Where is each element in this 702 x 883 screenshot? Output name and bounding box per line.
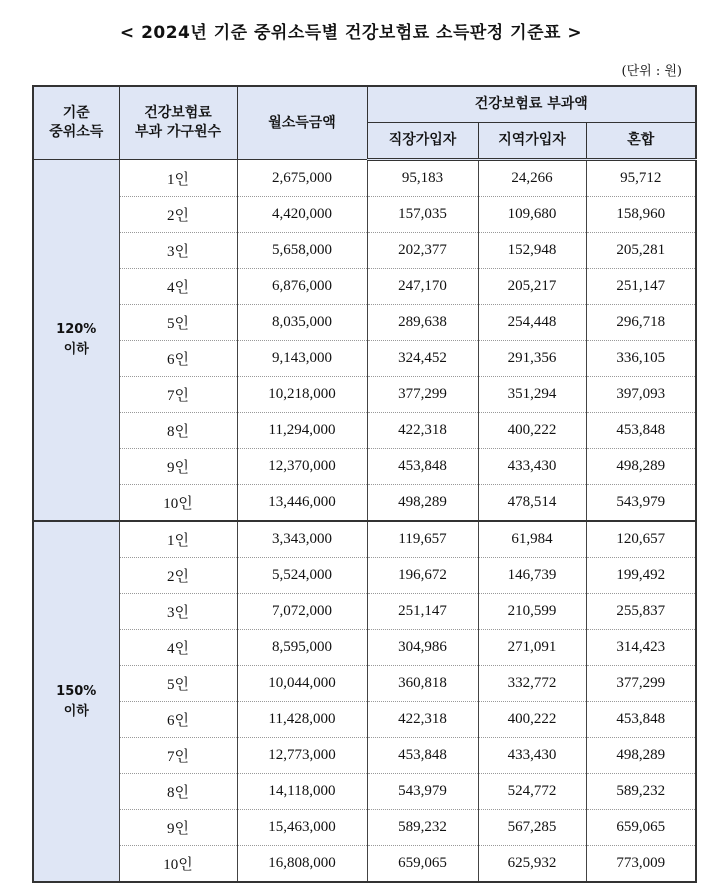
monthly-income: 8,595,000: [237, 630, 367, 666]
regional-premium: 524,772: [478, 774, 586, 810]
table-row: [33, 449, 696, 485]
mixed-premium: 453,848: [586, 413, 696, 449]
table-row: [33, 197, 696, 233]
header-household: 건강보험료 부과 가구원수: [119, 86, 237, 160]
monthly-income: 15,463,000: [237, 810, 367, 846]
employee-premium: 422,318: [367, 702, 478, 738]
monthly-income: 14,118,000: [237, 774, 367, 810]
mixed-premium: 498,289: [586, 449, 696, 485]
household-count: 10인: [119, 485, 237, 522]
header-mixed: 혼합: [586, 123, 696, 160]
table-row: [33, 160, 696, 197]
regional-premium: 625,932: [478, 846, 586, 883]
regional-premium: 152,948: [478, 233, 586, 269]
mixed-premium: 543,979: [586, 485, 696, 522]
mixed-premium: 314,423: [586, 630, 696, 666]
table-row: [33, 666, 696, 702]
table-row: [33, 269, 696, 305]
regional-premium: 24,266: [478, 160, 586, 197]
employee-premium: 157,035: [367, 197, 478, 233]
household-count: 2인: [119, 197, 237, 233]
mixed-premium: 498,289: [586, 738, 696, 774]
mixed-premium: 296,718: [586, 305, 696, 341]
household-count: 8인: [119, 413, 237, 449]
employee-premium: 324,452: [367, 341, 478, 377]
mixed-premium: 589,232: [586, 774, 696, 810]
table-row: [33, 846, 696, 883]
table-row: [33, 341, 696, 377]
regional-premium: 205,217: [478, 269, 586, 305]
monthly-income: 16,808,000: [237, 846, 367, 883]
header-regional: 지역가입자: [478, 123, 586, 160]
monthly-income: 13,446,000: [237, 485, 367, 522]
household-count: 6인: [119, 702, 237, 738]
mixed-premium: 205,281: [586, 233, 696, 269]
regional-premium: 351,294: [478, 377, 586, 413]
mixed-premium: 397,093: [586, 377, 696, 413]
regional-premium: 146,739: [478, 558, 586, 594]
monthly-income: 6,876,000: [237, 269, 367, 305]
mixed-premium: 120,657: [586, 521, 696, 558]
table-row: [33, 558, 696, 594]
monthly-income: 9,143,000: [237, 341, 367, 377]
header-monthly-income: 월소득금액: [237, 86, 367, 160]
monthly-income: 8,035,000: [237, 305, 367, 341]
household-count: 8인: [119, 774, 237, 810]
mixed-premium: 255,837: [586, 594, 696, 630]
table-row: [33, 521, 696, 558]
monthly-income: 4,420,000: [237, 197, 367, 233]
household-count: 4인: [119, 269, 237, 305]
table-row: [33, 485, 696, 522]
monthly-income: 10,218,000: [237, 377, 367, 413]
mixed-premium: 158,960: [586, 197, 696, 233]
mixed-premium: 659,065: [586, 810, 696, 846]
employee-premium: 251,147: [367, 594, 478, 630]
regional-premium: 567,285: [478, 810, 586, 846]
header-median-income: 기준 중위소득: [33, 86, 119, 160]
household-count: 9인: [119, 810, 237, 846]
regional-premium: 400,222: [478, 413, 586, 449]
household-count: 3인: [119, 233, 237, 269]
employee-premium: 453,848: [367, 449, 478, 485]
household-count: 4인: [119, 630, 237, 666]
household-count: 7인: [119, 377, 237, 413]
employee-premium: 659,065: [367, 846, 478, 883]
mixed-premium: 95,712: [586, 160, 696, 197]
mixed-premium: 199,492: [586, 558, 696, 594]
unit-label: (단위 : 원): [621, 64, 682, 79]
employee-premium: 289,638: [367, 305, 478, 341]
regional-premium: 271,091: [478, 630, 586, 666]
table-row: [33, 702, 696, 738]
household-count: 2인: [119, 558, 237, 594]
mixed-premium: 377,299: [586, 666, 696, 702]
group-label: 120% 이하: [33, 160, 119, 522]
employee-premium: 422,318: [367, 413, 478, 449]
employee-premium: 196,672: [367, 558, 478, 594]
household-count: 6인: [119, 341, 237, 377]
table-row: [33, 810, 696, 846]
table-row: [33, 233, 696, 269]
table-row: [33, 377, 696, 413]
regional-premium: 61,984: [478, 521, 586, 558]
table-row: [33, 305, 696, 341]
employee-premium: 453,848: [367, 738, 478, 774]
monthly-income: 3,343,000: [237, 521, 367, 558]
household-count: 5인: [119, 666, 237, 702]
regional-premium: 332,772: [478, 666, 586, 702]
monthly-income: 11,428,000: [237, 702, 367, 738]
monthly-income: 7,072,000: [237, 594, 367, 630]
household-count: 1인: [119, 160, 237, 197]
table-row: [33, 774, 696, 810]
employee-premium: 498,289: [367, 485, 478, 522]
table-row: [33, 413, 696, 449]
monthly-income: 11,294,000: [237, 413, 367, 449]
household-count: 7인: [119, 738, 237, 774]
employee-premium: 202,377: [367, 233, 478, 269]
household-count: 3인: [119, 594, 237, 630]
employee-premium: 95,183: [367, 160, 478, 197]
page-title: < 2024년 기준 중위소득별 건강보험료 소득판정 기준표 >: [119, 23, 583, 43]
employee-premium: 377,299: [367, 377, 478, 413]
monthly-income: 2,675,000: [237, 160, 367, 197]
regional-premium: 109,680: [478, 197, 586, 233]
household-count: 1인: [119, 521, 237, 558]
mixed-premium: 453,848: [586, 702, 696, 738]
regional-premium: 478,514: [478, 485, 586, 522]
household-count: 9인: [119, 449, 237, 485]
regional-premium: 210,599: [478, 594, 586, 630]
table-row: [33, 738, 696, 774]
household-count: 5인: [119, 305, 237, 341]
employee-premium: 304,986: [367, 630, 478, 666]
employee-premium: 543,979: [367, 774, 478, 810]
employee-premium: 589,232: [367, 810, 478, 846]
employee-premium: 247,170: [367, 269, 478, 305]
monthly-income: 12,370,000: [237, 449, 367, 485]
header-employee: 직장가입자: [367, 123, 478, 160]
mixed-premium: 251,147: [586, 269, 696, 305]
employee-premium: 360,818: [367, 666, 478, 702]
table-row: [33, 594, 696, 630]
regional-premium: 291,356: [478, 341, 586, 377]
monthly-income: 5,524,000: [237, 558, 367, 594]
mixed-premium: 336,105: [586, 341, 696, 377]
mixed-premium: 773,009: [586, 846, 696, 883]
income-criteria-table: [32, 85, 697, 883]
regional-premium: 400,222: [478, 702, 586, 738]
monthly-income: 10,044,000: [237, 666, 367, 702]
group-label: 150% 이하: [33, 521, 119, 882]
regional-premium: 433,430: [478, 738, 586, 774]
regional-premium: 433,430: [478, 449, 586, 485]
monthly-income: 5,658,000: [237, 233, 367, 269]
regional-premium: 254,448: [478, 305, 586, 341]
table-row: [33, 630, 696, 666]
employee-premium: 119,657: [367, 521, 478, 558]
monthly-income: 12,773,000: [237, 738, 367, 774]
household-count: 10인: [119, 846, 237, 883]
header-premium: 건강보험료 부과액: [367, 86, 696, 123]
